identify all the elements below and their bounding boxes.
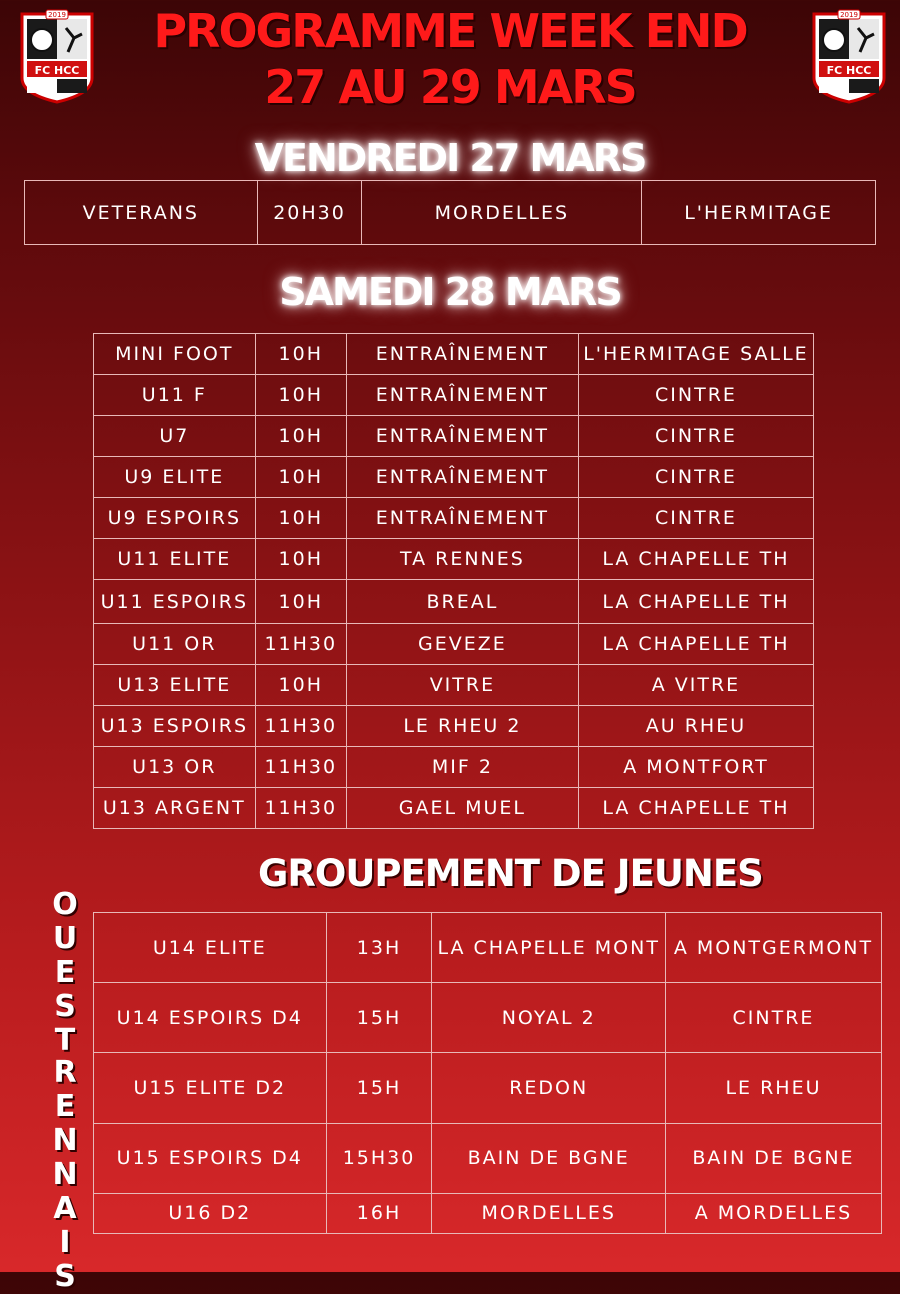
venue-cell: A MORDELLES [665, 1193, 881, 1233]
category-cell: U15 ELITE D2 [94, 1053, 327, 1123]
table-row [94, 788, 814, 829]
table-row [94, 334, 814, 375]
friday-title: VENDREDI 27 MARS [254, 136, 646, 180]
table-row [94, 498, 814, 539]
category-cell: U14 ESPOIRS D4 [94, 983, 327, 1053]
time-cell: 10H [255, 416, 346, 457]
venue-cell: A MONTGERMONT [665, 913, 881, 983]
friday-table [24, 180, 876, 245]
venue-cell: LA CHAPELLE TH [578, 624, 813, 665]
opponent-cell: MIF 2 [346, 747, 578, 788]
category-cell: U7 [94, 416, 256, 457]
venue-cell: A VITRE [578, 665, 813, 706]
category-cell: U13 ESPOIRS [94, 706, 256, 747]
time-cell: 11H30 [255, 706, 346, 747]
opponent-cell: LE RHEU 2 [346, 706, 578, 747]
table-row [94, 457, 814, 498]
groupement-title: GROUPEMENT DE JEUNES [258, 852, 763, 895]
time-cell: 13H [326, 913, 432, 983]
category-cell: U11 F [94, 375, 256, 416]
saturday-table [93, 333, 814, 829]
groupement-table [93, 912, 882, 1234]
table-row [94, 580, 814, 624]
table-row [94, 1193, 882, 1233]
venue-cell: L'HERMITAGE SALLE [578, 334, 813, 375]
category-cell: U9 ELITE [94, 457, 256, 498]
venue-cell: BAIN DE BGNE [665, 1123, 881, 1193]
page-title: PROGRAMME WEEK END [153, 4, 747, 58]
svg-text:FC HCC: FC HCC [34, 64, 80, 77]
opponent-cell: REDON [432, 1053, 665, 1123]
time-cell: 11H30 [255, 624, 346, 665]
vertical-word-ouest: OUEST [52, 887, 78, 1058]
opponent-cell: BAIN DE BGNE [432, 1123, 665, 1193]
vertical-word-rennais: RENNAIS [52, 1055, 78, 1294]
table-row [94, 913, 882, 983]
opponent-cell: BREAL [346, 580, 578, 624]
venue-cell: LA CHAPELLE TH [578, 580, 813, 624]
table-row [94, 416, 814, 457]
opponent-cell: ENTRAÎNEMENT [346, 498, 578, 539]
venue-cell: LE RHEU [665, 1053, 881, 1123]
time-cell: 15H [326, 983, 432, 1053]
venue-cell: CINTRE [578, 498, 813, 539]
time-cell: 15H [326, 1053, 432, 1123]
table-row [94, 706, 814, 747]
saturday-title: SAMEDI 28 MARS [279, 270, 621, 314]
opponent-cell: LA CHAPELLE MONT [432, 913, 665, 983]
category-cell: U13 ARGENT [94, 788, 256, 829]
time-cell: 10H [255, 457, 346, 498]
time-cell: 10H [255, 498, 346, 539]
table-row [94, 1123, 882, 1193]
category-cell: U11 ESPOIRS [94, 580, 256, 624]
svg-text:2019: 2019 [840, 11, 858, 19]
table-row [25, 181, 876, 245]
time-cell: 10H [255, 665, 346, 706]
time-cell: 15H30 [326, 1123, 432, 1193]
venue-cell: A MONTFORT [578, 747, 813, 788]
opponent-cell: TA RENNES [346, 539, 578, 580]
opponent-cell: ENTRAÎNEMENT [346, 334, 578, 375]
category-cell: U11 ELITE [94, 539, 256, 580]
time-cell: 16H [326, 1193, 432, 1233]
venue-cell: LA CHAPELLE TH [578, 539, 813, 580]
opponent-cell: GAEL MUEL [346, 788, 578, 829]
table-row [94, 747, 814, 788]
table-row [94, 665, 814, 706]
opponent-cell: MORDELLES [432, 1193, 665, 1233]
category-cell: U9 ESPOIRS [94, 498, 256, 539]
category-cell: VETERANS [25, 181, 258, 245]
svg-text:2019: 2019 [48, 11, 66, 19]
opponent-cell: VITRE [346, 665, 578, 706]
time-cell: 10H [255, 539, 346, 580]
category-cell: U15 ESPOIRS D4 [94, 1123, 327, 1193]
venue-cell: CINTRE [578, 416, 813, 457]
opponent-cell: ENTRAÎNEMENT [346, 375, 578, 416]
category-cell: U13 ELITE [94, 665, 256, 706]
venue-cell: CINTRE [578, 375, 813, 416]
opponent-cell: MORDELLES [362, 181, 642, 245]
category-cell: U13 OR [94, 747, 256, 788]
table-row [94, 624, 814, 665]
time-cell: 10H [255, 334, 346, 375]
venue-cell: CINTRE [578, 457, 813, 498]
table-row [94, 983, 882, 1053]
venue-cell: L'HERMITAGE [642, 181, 876, 245]
venue-cell: AU RHEU [578, 706, 813, 747]
table-row [94, 539, 814, 580]
opponent-cell: ENTRAÎNEMENT [346, 416, 578, 457]
opponent-cell: ENTRAÎNEMENT [346, 457, 578, 498]
time-cell: 20H30 [257, 181, 362, 245]
table-row [94, 375, 814, 416]
venue-cell: LA CHAPELLE TH [578, 788, 813, 829]
time-cell: 11H30 [255, 788, 346, 829]
opponent-cell: GEVEZE [346, 624, 578, 665]
time-cell: 10H [255, 580, 346, 624]
category-cell: U11 OR [94, 624, 256, 665]
category-cell: MINI FOOT [94, 334, 256, 375]
time-cell: 10H [255, 375, 346, 416]
opponent-cell: NOYAL 2 [432, 983, 665, 1053]
category-cell: U14 ELITE [94, 913, 327, 983]
category-cell: U16 D2 [94, 1193, 327, 1233]
svg-text:FC HCC: FC HCC [826, 64, 872, 77]
time-cell: 11H30 [255, 747, 346, 788]
page-subtitle-dates: 27 AU 29 MARS [264, 60, 636, 114]
venue-cell: CINTRE [665, 983, 881, 1053]
table-row [94, 1053, 882, 1123]
